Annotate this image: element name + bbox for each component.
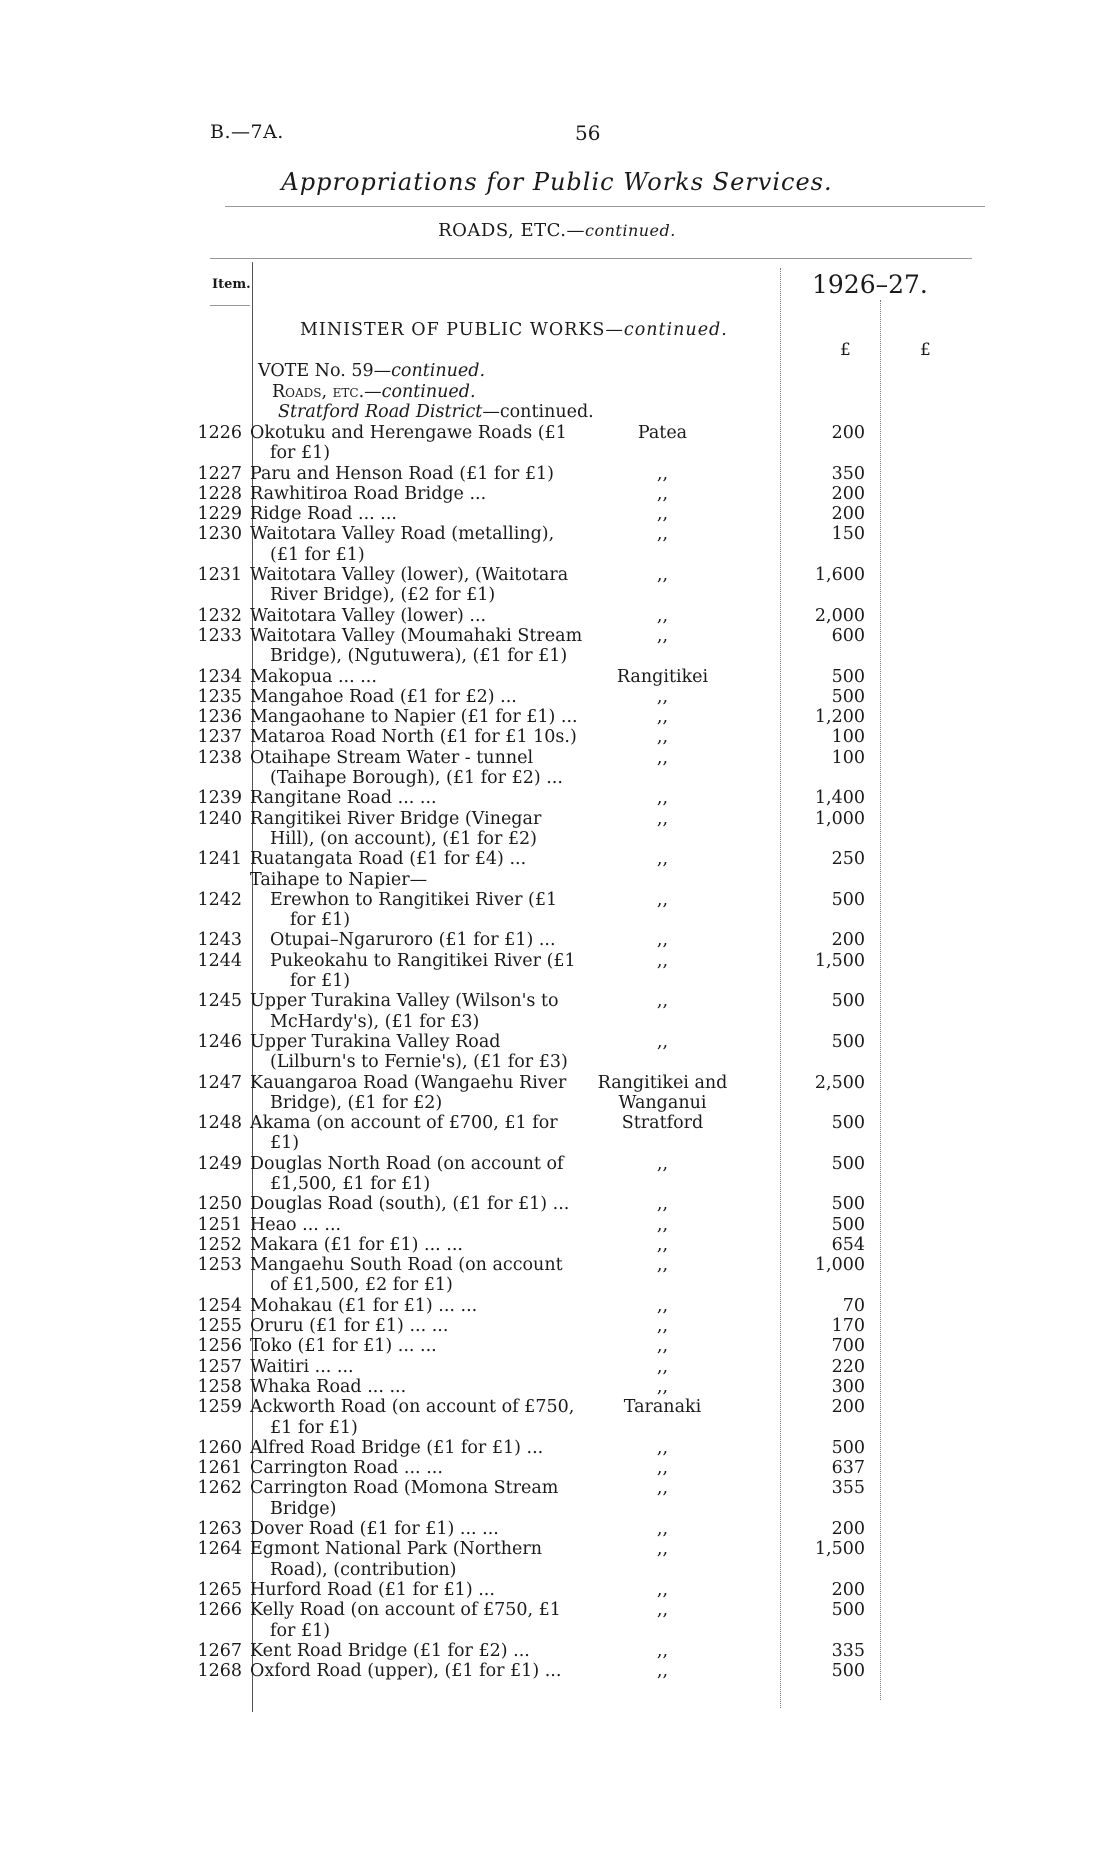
- item-number: 1246: [197, 1031, 242, 1052]
- amount-value: 220: [831, 1356, 865, 1377]
- table-row: [0, 1296, 1114, 1316]
- item-description-cell: [245, 1255, 585, 1296]
- amount-value: 500: [831, 1153, 865, 1174]
- item-description: Egmont National Park (Northern Road), (contribution): [250, 1539, 543, 1580]
- district-name: ,,: [656, 625, 669, 646]
- item-number: 1243: [197, 930, 242, 951]
- item-number: 1249: [197, 1153, 242, 1174]
- item-description-cell: [245, 606, 585, 626]
- district-name: [585, 870, 740, 890]
- table-row: [0, 1073, 1114, 1114]
- table-row: [0, 1154, 1114, 1195]
- district-name: ,,: [656, 1437, 669, 1458]
- table-row: [0, 1316, 1114, 1336]
- item-description: Paru and Henson Road (£1 for £1): [250, 463, 554, 484]
- item-number: 1258: [197, 1376, 242, 1397]
- item-description: Waitotara Valley (lower) ...: [250, 605, 487, 626]
- item-number: [0, 870, 245, 890]
- amount-value: 500: [831, 1437, 865, 1458]
- item-description-cell: [245, 687, 585, 707]
- item-description-cell: [245, 1032, 585, 1073]
- section-subtitle: [0, 220, 1114, 241]
- item-description: Mohakau (£1 for £1) ... ...: [250, 1295, 478, 1316]
- amount-value: 500: [831, 666, 865, 687]
- item-description: Kelly Road (on account of £750, £1 for £1): [250, 1600, 561, 1641]
- table-row: [0, 423, 1114, 464]
- district-name: ,,: [656, 1478, 669, 1499]
- minister-main: MINISTER OF PUBLIC WORKS—: [300, 320, 624, 340]
- item-description: Ackworth Road (on account of £750, £1 for £1): [250, 1397, 575, 1438]
- amount-value: 1,500: [814, 950, 865, 971]
- table-row: [0, 565, 1114, 606]
- district-name: ,,: [656, 950, 669, 971]
- amount-value: 700: [831, 1336, 865, 1357]
- item-description: Pukeokahu to Rangitikei River (£1 for £1): [270, 950, 576, 992]
- item-description: Waitiri ... ...: [250, 1356, 354, 1377]
- item-description-cell: [245, 464, 585, 484]
- item-description-cell: [245, 1478, 585, 1519]
- amount-value: 2,000: [814, 605, 865, 626]
- item-description-cell: [245, 1458, 585, 1478]
- table-row: [0, 1600, 1114, 1641]
- district-name: ,,: [656, 1458, 669, 1479]
- district-name: ,,: [656, 1661, 669, 1682]
- amount-value: 600: [831, 625, 865, 646]
- amount-value: 200: [831, 504, 865, 525]
- item-number: 1261: [197, 1458, 242, 1479]
- district-name: ,,: [656, 1255, 669, 1276]
- district-name: ,,: [656, 1539, 669, 1560]
- amount-value: 500: [831, 1031, 865, 1052]
- amount-value: 200: [831, 930, 865, 951]
- item-description: Whaka Road ... ...: [250, 1376, 407, 1397]
- item-description: Kauangaroa Road (Wangaehu River Bridge), (£1 for £2): [250, 1072, 567, 1113]
- item-description: Ruatangata Road (£1 for £4) ...: [250, 849, 527, 870]
- item-description: Alfred Road Bridge (£1 for £1) ...: [250, 1437, 544, 1458]
- item-number: 1238: [197, 747, 242, 768]
- page-number: 56: [575, 121, 601, 145]
- district-name: ,,: [656, 1194, 669, 1215]
- district-name: ,,: [656, 788, 669, 809]
- table-row: [0, 1194, 1114, 1214]
- item-description: Rangitikei River Bridge (Vinegar Hill), (on account), (£1 for £2): [250, 808, 542, 849]
- district-name: ,,: [656, 1519, 669, 1540]
- amount-value: 150: [831, 524, 865, 545]
- district-name: Rangitikei: [616, 666, 709, 687]
- item-header-rule: [210, 305, 250, 306]
- item-description-cell: [245, 890, 585, 931]
- item-number: 1257: [197, 1356, 242, 1377]
- district-name: ,,: [656, 1234, 669, 1255]
- item-number: 1231: [197, 565, 242, 586]
- item-column-header: Item.: [212, 277, 251, 292]
- amount-value: 500: [831, 1113, 865, 1134]
- item-number: 1262: [197, 1478, 242, 1499]
- district-name: Patea: [637, 423, 688, 443]
- item-number: 1227: [197, 463, 242, 484]
- district-name: ,,: [656, 1316, 669, 1337]
- table-row: [0, 748, 1114, 789]
- district-name: ,,: [656, 930, 669, 951]
- district-name: ,,: [656, 1153, 669, 1174]
- item-number: 1253: [197, 1255, 242, 1276]
- table-row: [0, 1336, 1114, 1356]
- amount-value: 654: [831, 1234, 865, 1255]
- roads-main: Roads, etc.—: [272, 382, 382, 402]
- district-name: Taranaki: [623, 1397, 702, 1418]
- item-description: Waitotara Valley (Moumahaki Stream Bridge), (Ngutuwera), (£1 for £1): [250, 625, 583, 667]
- item-description: Douglas Road (south), (£1 for £1) ...: [250, 1194, 570, 1215]
- district-name: ,,: [656, 991, 669, 1012]
- item-description: Oruru (£1 for £1) ... ...: [250, 1316, 449, 1337]
- item-number: 1228: [197, 483, 242, 504]
- district-name: ,,: [656, 747, 669, 768]
- item-description-cell: [245, 1438, 585, 1458]
- table-row: [0, 930, 1114, 950]
- district-name: ,,: [656, 605, 669, 626]
- item-description-cell: [245, 991, 585, 1032]
- item-number: 1264: [197, 1539, 242, 1560]
- amount-value: 335: [831, 1640, 865, 1661]
- item-description-cell: [245, 1336, 585, 1356]
- item-description-cell: [245, 565, 585, 606]
- item-description-cell: [245, 484, 585, 504]
- table-top-rule: [210, 258, 972, 259]
- item-description-cell: [245, 788, 585, 808]
- amount-value: 200: [831, 1579, 865, 1600]
- amount-value: 500: [831, 1194, 865, 1215]
- district-name: ,,: [656, 524, 669, 545]
- district-italic: Stratford Road District: [278, 402, 483, 422]
- vote-main: VOTE No. 59—: [258, 361, 392, 381]
- item-description: Taihape to Napier—: [250, 869, 428, 890]
- item-description-cell: [245, 707, 585, 727]
- table-row: [0, 1580, 1114, 1600]
- table-row: [0, 1661, 1114, 1681]
- amount-value: 1,600: [814, 565, 865, 586]
- item-number: 1239: [197, 788, 242, 809]
- subtitle-main: ROADS, ETC.—: [438, 220, 585, 241]
- item-description: Otaihape Stream Water - tunnel (Taihape Borough), (£1 for £2) ...: [250, 747, 563, 789]
- district-name: Stratford: [621, 1113, 704, 1134]
- amount-value: 300: [831, 1376, 865, 1397]
- item-number: 1241: [197, 849, 242, 870]
- item-description-cell: [245, 1377, 585, 1397]
- item-description-cell: [245, 1641, 585, 1661]
- table-row: [0, 1255, 1114, 1296]
- table-row: [0, 1215, 1114, 1235]
- item-description: Mangaohane to Napier (£1 for £1) ...: [250, 707, 578, 728]
- appropriations-table-body: [0, 423, 1114, 1681]
- vote-italic: continued.: [391, 361, 486, 381]
- district-name: ,,: [656, 1031, 669, 1052]
- item-number: 1252: [197, 1234, 242, 1255]
- item-description-cell: [245, 849, 585, 869]
- item-number: 1237: [197, 727, 242, 748]
- item-number: 1256: [197, 1336, 242, 1357]
- table-row: [0, 849, 1114, 869]
- amount-value: 500: [831, 1661, 865, 1682]
- item-number: 1248: [197, 1113, 242, 1134]
- item-description: Makopua ... ...: [250, 666, 377, 687]
- amount-value: 1,000: [814, 1255, 865, 1276]
- amount-value: 500: [831, 1600, 865, 1621]
- district-name: ,,: [656, 565, 669, 586]
- district-name: ,,: [656, 1376, 669, 1397]
- item-description: Douglas North Road (on account of £1,500, £1 for £1): [250, 1153, 564, 1194]
- amount-value: 637: [831, 1458, 865, 1479]
- table-row: [0, 1438, 1114, 1458]
- district-name: ,,: [656, 727, 669, 748]
- item-number: 1254: [197, 1295, 242, 1316]
- item-number: 1251: [197, 1214, 242, 1235]
- table-row: [0, 1032, 1114, 1073]
- amount-value: 2,500: [814, 1072, 865, 1093]
- amount-value: 1,500: [814, 1539, 865, 1560]
- minister-italic: continued.: [623, 320, 728, 340]
- item-description-cell: [245, 504, 585, 524]
- item-number: 1235: [197, 686, 242, 707]
- table-row: [0, 1113, 1114, 1154]
- item-description-cell: [245, 1519, 585, 1539]
- table-row: [0, 1235, 1114, 1255]
- district-name: ,,: [656, 1640, 669, 1661]
- item-description-cell: [245, 423, 585, 464]
- item-number: 1266: [197, 1600, 242, 1621]
- amount-value: [740, 870, 865, 890]
- table-row: [0, 1397, 1114, 1438]
- table-row: [0, 1458, 1114, 1478]
- item-description-cell: [245, 1539, 585, 1580]
- item-description-cell: [245, 1580, 585, 1600]
- district-name: ,,: [656, 483, 669, 504]
- minister-heading: [300, 320, 728, 340]
- item-description-cell: [245, 809, 585, 850]
- item-description: Carrington Road ... ...: [250, 1458, 443, 1479]
- item-description: Toko (£1 for £1) ... ...: [250, 1336, 437, 1357]
- district-name: ,,: [656, 849, 669, 870]
- table-row: [0, 1377, 1114, 1397]
- item-description: Otupai–Ngaruroro (£1 for £1) ...: [270, 930, 556, 951]
- title-rule: [225, 206, 985, 207]
- district-name: ,,: [656, 1600, 669, 1621]
- item-description-cell: [245, 626, 585, 667]
- amount-value: 500: [831, 1214, 865, 1235]
- item-number: 1260: [197, 1437, 242, 1458]
- item-description: Akama (on account of £700, £1 for £1): [250, 1113, 558, 1154]
- item-description-cell: [245, 1235, 585, 1255]
- pound-unit-2: £: [920, 340, 931, 360]
- item-description-cell: [245, 1357, 585, 1377]
- pound-unit-1: £: [840, 340, 851, 360]
- item-description: Hurford Road (£1 for £1) ...: [250, 1579, 495, 1600]
- item-description: Upper Turakina Valley (Wilson's to McHardy's), (£1 for £3): [250, 991, 559, 1032]
- table-row: [0, 727, 1114, 747]
- amount-value: 500: [831, 686, 865, 707]
- table-row: [0, 687, 1114, 707]
- year-column-header: 1926–27.: [812, 270, 928, 299]
- item-description-cell: [245, 1316, 585, 1336]
- item-number: 1229: [197, 504, 242, 525]
- amount-value: 200: [831, 1397, 865, 1418]
- item-number: 1226: [197, 423, 242, 443]
- district-heading: [278, 402, 594, 422]
- item-description-cell: [245, 667, 585, 687]
- item-description: Rawhitiroa Road Bridge ...: [250, 483, 487, 504]
- table-row: [0, 504, 1114, 524]
- item-description: Makara (£1 for £1) ... ...: [250, 1234, 463, 1255]
- item-description: Waitotara Valley (lower), (Waitotara River Bridge), (£2 for £1): [250, 565, 569, 606]
- item-description-cell: [245, 1600, 585, 1641]
- item-description-cell: [245, 748, 585, 789]
- table-row: [0, 809, 1114, 850]
- amount-value: 500: [831, 889, 865, 910]
- amount-value: 70: [842, 1295, 865, 1316]
- table-row: [0, 484, 1114, 504]
- amount-value: 1,400: [814, 788, 865, 809]
- item-description: Waitotara Valley Road (metalling), (£1 for £1): [250, 524, 555, 565]
- table-row: [0, 991, 1114, 1032]
- amount-value: 250: [831, 849, 865, 870]
- item-number: 1230: [197, 524, 242, 545]
- item-number: 1247: [197, 1072, 242, 1093]
- amount-value: 1,200: [814, 707, 865, 728]
- subtitle-italic: continued.: [585, 221, 676, 240]
- amount-value: 200: [831, 1519, 865, 1540]
- item-description-cell: [245, 930, 585, 950]
- item-description-cell: [245, 951, 585, 992]
- item-description: Oxford Road (upper), (£1 for £1) ...: [250, 1661, 562, 1682]
- item-description: Kent Road Bridge (£1 for £2) ...: [250, 1640, 530, 1661]
- page-reference: B.—7A.: [210, 121, 284, 143]
- district-name: ,,: [656, 889, 669, 910]
- item-number: 1242: [197, 889, 242, 910]
- district-name: ,,: [656, 1214, 669, 1235]
- item-number: 1259: [197, 1397, 242, 1418]
- table-row: [0, 1478, 1114, 1519]
- item-description: Rangitane Road ... ...: [250, 788, 437, 809]
- item-number: 1232: [197, 605, 242, 626]
- district-name: ,,: [656, 463, 669, 484]
- item-number: 1265: [197, 1579, 242, 1600]
- item-description: Mataroa Road North (£1 for £1 10s.): [250, 727, 577, 748]
- district-name: ,,: [656, 686, 669, 707]
- item-description-cell: [245, 1154, 585, 1195]
- item-description: Carrington Road (Momona Stream Bridge): [250, 1478, 559, 1519]
- amount-value: 1,000: [814, 808, 865, 829]
- item-description: Ridge Road ... ...: [250, 504, 397, 525]
- item-description: Mangaehu South Road (on account of £1,500, £2 for £1): [250, 1255, 563, 1296]
- amount-value: 350: [831, 463, 865, 484]
- amount-value: 500: [831, 991, 865, 1012]
- item-number: 1263: [197, 1519, 242, 1540]
- item-number: 1233: [197, 625, 242, 646]
- item-description-cell: [245, 727, 585, 747]
- item-number: 1234: [197, 666, 242, 687]
- item-description-cell: [245, 1397, 585, 1438]
- district-name: ,,: [656, 504, 669, 525]
- item-number: 1244: [197, 950, 242, 971]
- item-description-cell: [245, 1113, 585, 1154]
- item-number: 1255: [197, 1316, 242, 1337]
- district-name: ,,: [656, 1336, 669, 1357]
- table-row: [0, 707, 1114, 727]
- table-row: [0, 951, 1114, 992]
- item-description-cell: [245, 1661, 585, 1681]
- table-row: [0, 788, 1114, 808]
- item-description: Mangahoe Road (£1 for £2) ...: [250, 686, 517, 707]
- amount-value: 170: [831, 1316, 865, 1337]
- vote-heading: [258, 361, 485, 381]
- item-number: 1268: [197, 1661, 242, 1682]
- item-number: 1250: [197, 1194, 242, 1215]
- item-description: Heao ... ...: [250, 1214, 342, 1235]
- district-name: ,,: [656, 1579, 669, 1600]
- table-row: [0, 606, 1114, 626]
- amount-value: 355: [831, 1478, 865, 1499]
- roads-heading: [272, 382, 476, 402]
- table-row: [0, 1539, 1114, 1580]
- item-number: 1236: [197, 707, 242, 728]
- item-description-cell: [245, 870, 585, 890]
- item-description: Erewhon to Rangitikei River (£1 for £1): [270, 889, 558, 931]
- district-name: ,,: [656, 1356, 669, 1377]
- amount-value: 200: [831, 423, 865, 443]
- item-number: 1245: [197, 991, 242, 1012]
- item-description: Dover Road (£1 for £1) ... ...: [250, 1519, 499, 1540]
- amount-value: 100: [831, 747, 865, 768]
- item-number: 1267: [197, 1640, 242, 1661]
- table-row: [0, 870, 1114, 890]
- roads-italic: continued.: [381, 382, 476, 402]
- amount-value: 100: [831, 727, 865, 748]
- district-name: ,,: [656, 707, 669, 728]
- amount-value: 200: [831, 483, 865, 504]
- district-main: —continued.: [482, 402, 594, 422]
- item-description-cell: [245, 524, 585, 565]
- district-name: ,,: [656, 1295, 669, 1316]
- district-name: ,,: [656, 808, 669, 829]
- table-row: [0, 524, 1114, 565]
- table-row: [0, 667, 1114, 687]
- page-title: Appropriations for Public Works Services.: [281, 168, 833, 196]
- item-description-cell: [245, 1073, 585, 1114]
- item-description-cell: [245, 1194, 585, 1214]
- item-description-cell: [245, 1296, 585, 1316]
- item-description: Okotuku and Herengawe Roads (£1 for £1): [250, 423, 567, 464]
- item-number: 1240: [197, 808, 242, 829]
- table-row: [0, 1519, 1114, 1539]
- item-description-cell: [245, 1215, 585, 1235]
- table-row: [0, 626, 1114, 667]
- district-name: Rangitikei and Wanganui: [597, 1072, 728, 1113]
- item-description: Upper Turakina Valley Road (Lilburn's to Fernie's), (£1 for £3): [250, 1031, 568, 1073]
- table-row: [0, 1641, 1114, 1661]
- table-row: [0, 464, 1114, 484]
- table-row: [0, 1357, 1114, 1377]
- table-row: [0, 890, 1114, 931]
